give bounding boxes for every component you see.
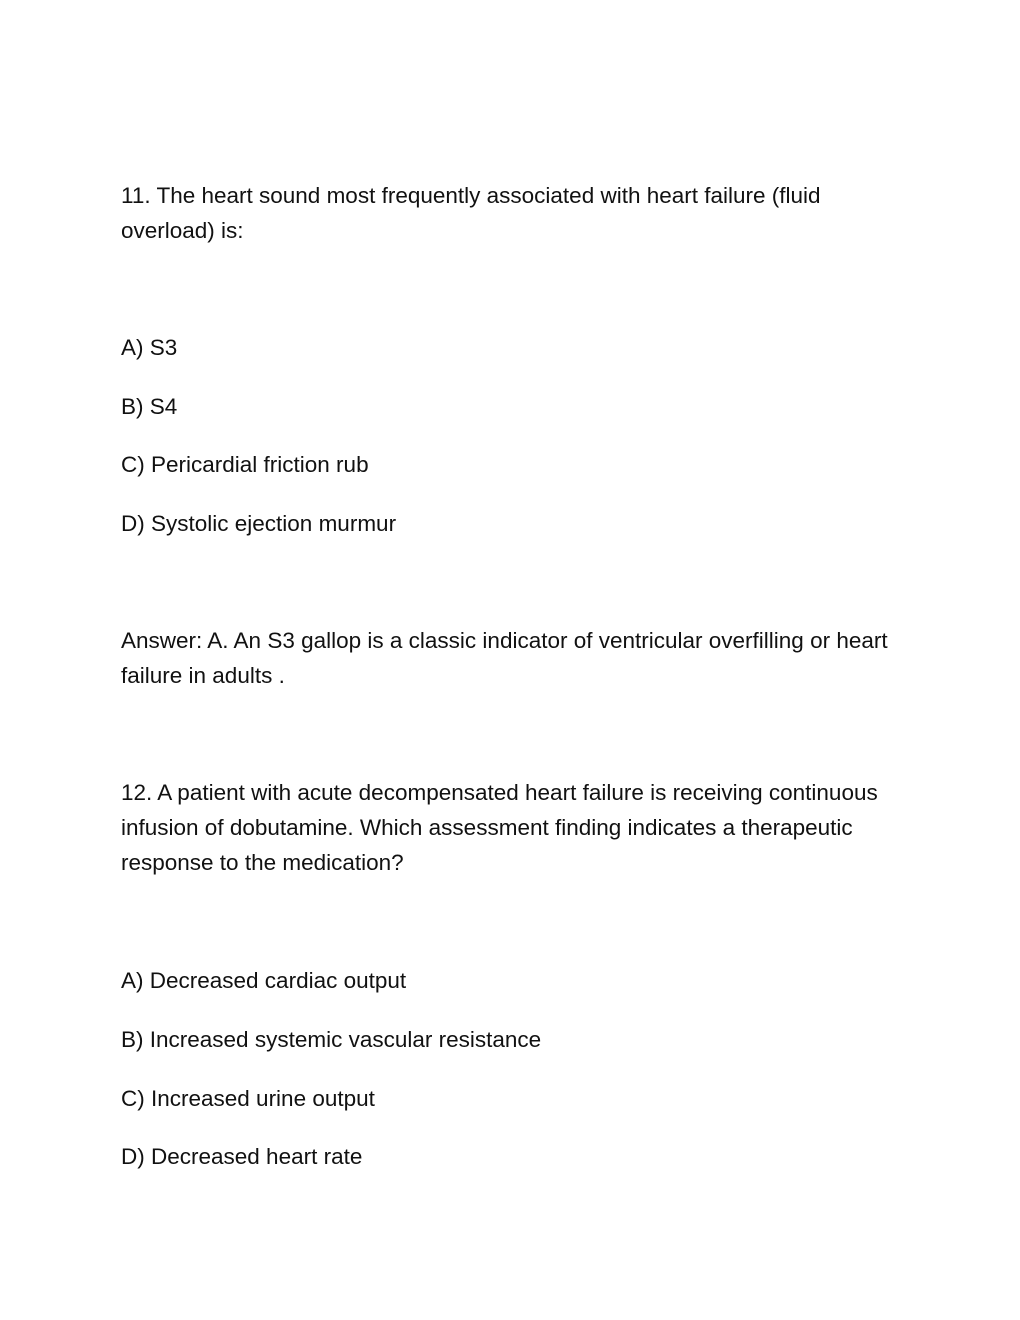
option-a: A) S3 xyxy=(121,335,178,360)
question-text: 12. A patient with acute decompensated heart failure is receiving continuous infusion of dobutamine. Which assessment finding indicates a therapeutic response to the medication? xyxy=(121,780,878,875)
option-d: D) Systolic ejection murmur xyxy=(121,511,397,536)
option-b: B) Increased systemic vascular resistance xyxy=(121,1027,542,1052)
option-b: B) S4 xyxy=(121,394,178,419)
question-text: 11. The heart sound most frequently associated with heart failure (fluid overload) is: xyxy=(121,183,821,243)
option-c: C) Pericardial friction rub xyxy=(121,452,369,477)
option-c: C) Increased urine output xyxy=(121,1086,375,1111)
option-d: D) Decreased heart rate xyxy=(121,1144,363,1169)
answer-explanation: Answer: A. An S3 gallop is a classic indicator of ventricular overfilling or heart failure in adults . xyxy=(121,628,888,688)
option-a: A) Decreased cardiac output xyxy=(121,968,407,993)
